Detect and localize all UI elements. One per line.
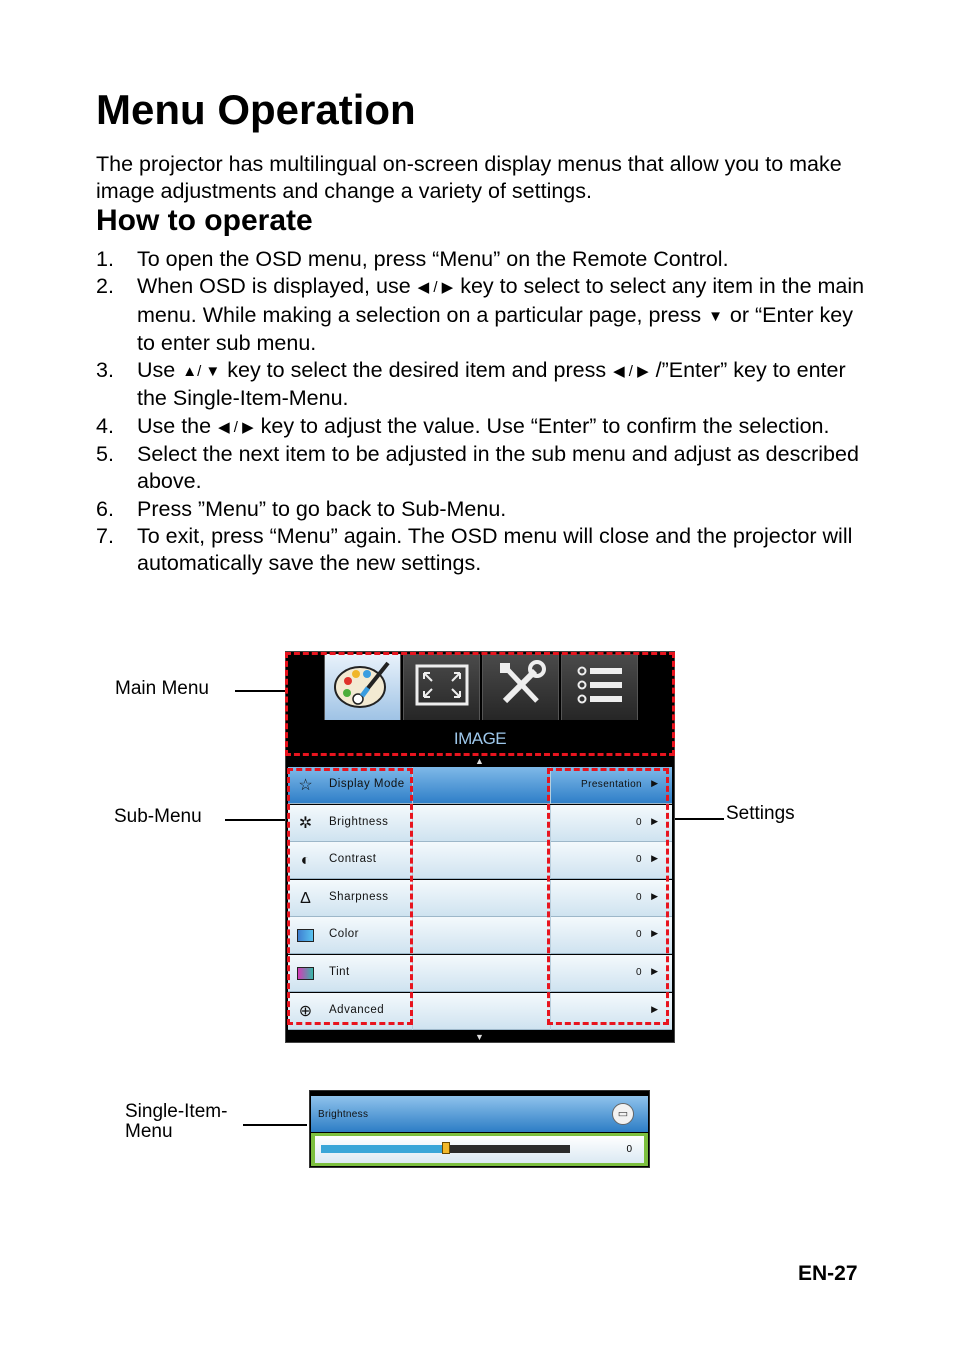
single-item-menu <box>309 1090 650 1168</box>
star-icon: ☆ <box>298 777 313 794</box>
right-arrow-icon: ▶ <box>651 1003 658 1014</box>
main-menu-label: Main Menu <box>115 678 209 699</box>
main-menu-highlight <box>285 652 675 756</box>
menu-row-contrast[interactable]: ◐ Contrast 0 ▶ <box>288 842 672 879</box>
sub-menu-leader <box>225 819 288 821</box>
sun-icon: ✲ <box>298 814 313 832</box>
sub-menu-label: Sub-Menu <box>114 806 202 827</box>
slider-value: 0 <box>626 1144 632 1155</box>
menu-title: IMAGE <box>453 729 507 748</box>
list-item: 7. To exit, press “Menu” again. The OSD menu will close and the projector will automatically save the new settings. <box>96 523 853 576</box>
osd-menu <box>285 651 675 1043</box>
list-item: 3. Use ▲/ ▼ key to select the desired item and press ◀ / ▶ /”Enter” key to enter the Single-Item-Menu. <box>96 358 846 411</box>
right-arrow-icon: ▶ <box>651 778 658 788</box>
down-arrow-icon: ▼ <box>708 307 723 325</box>
scroll-down-icon[interactable]: ▼ <box>475 1032 484 1042</box>
settings-highlight <box>547 768 669 1025</box>
up-down-icon: ▲/ ▼ <box>182 363 221 381</box>
list-item: 6. Press ”Menu” to go back to Sub-Menu. <box>96 496 507 521</box>
menu-row-display-mode[interactable]: ☆ Display Mode Presentation ▶ <box>288 767 672 804</box>
menu-row-advanced[interactable]: ⊕ Advanced ▶ <box>288 993 672 1030</box>
single-item-leader <box>243 1124 307 1126</box>
menu-row-brightness[interactable]: ✲ Brightness 0 ▶ <box>288 805 672 842</box>
single-item-label: Single-Item- Menu <box>125 1101 228 1142</box>
list-item: 1. To open the OSD menu, press “Menu” on the Remote Control. <box>96 247 729 271</box>
menu-row-tint[interactable]: Tint 0 ▶ <box>288 955 672 992</box>
right-arrow-icon: ▶ <box>651 966 658 976</box>
menu-row-sharpness[interactable]: Δ Sharpness 0 ▶ <box>288 880 672 917</box>
page-title: Menu Operation <box>96 86 416 133</box>
right-arrow-icon: ▶ <box>651 815 658 826</box>
main-menu-leader <box>235 690 287 692</box>
scroll-up-icon[interactable]: ▲ <box>475 756 484 766</box>
brightness-slider[interactable] <box>321 1145 570 1153</box>
menu-row-color[interactable]: Color 0 ▶ <box>288 917 672 954</box>
settings-label: Settings <box>726 803 795 824</box>
sub-menu-highlight <box>287 768 413 1025</box>
right-arrow-icon: ▶ <box>651 928 658 939</box>
page-number: EN-27 <box>798 1262 858 1285</box>
list-item: 4. Use the ◀ / ▶ key to adjust the value. Use “Enter” to confirm the selection. <box>96 413 866 441</box>
left-right-icon: ◀ / ▶ <box>613 363 649 381</box>
advanced-icon: ⊕ <box>298 1002 313 1020</box>
steps-list <box>96 246 866 578</box>
single-item-header: Brightness ▭ <box>311 1096 648 1132</box>
right-arrow-icon: ▶ <box>651 890 658 901</box>
contrast-icon: ◐ <box>300 852 311 870</box>
section-heading: How to operate <box>96 204 313 237</box>
list-item: 2. When OSD is displayed, use ◀ / ▶ key to select to select any item in the main menu. While making a selection on a particular page, press ▼ or “Enter key to enter sub menu. <box>96 274 865 355</box>
right-arrow-icon: ▶ <box>651 853 658 864</box>
sharpness-icon: Δ <box>300 889 311 907</box>
intro-paragraph: The projector has multilingual on-screen display menus that allow you to make image adjustments and change a variety of settings. <box>96 152 842 203</box>
list-item: 5. Select the next item to be adjusted in the sub menu and adjust as described above. <box>96 442 859 494</box>
monitor-icon: ▭ <box>612 1103 634 1125</box>
left-right-icon: ◀ / ▶ <box>417 279 454 297</box>
slider-handle[interactable] <box>442 1142 450 1154</box>
left-right-icon: ◀ / ▶ <box>218 418 254 436</box>
